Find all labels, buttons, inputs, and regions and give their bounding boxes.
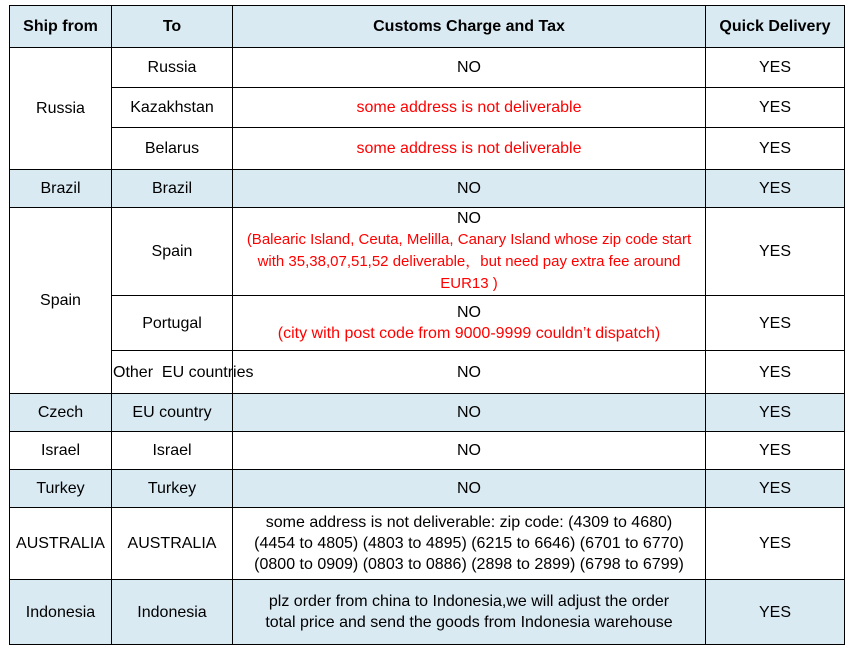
destination-cell: AUSTRALIA <box>112 508 233 580</box>
header-to: To <box>112 6 233 48</box>
quick-delivery-cell: YES <box>706 470 845 508</box>
destination-cell: Indonesia <box>112 580 233 645</box>
destination-cell: Spain <box>112 208 233 296</box>
customs-note: (city with post code from 9000-9999 couldn’t dispatch) <box>277 325 661 342</box>
quick-delivery-cell: YES <box>706 580 845 645</box>
table-row <box>10 351 845 394</box>
customs-cell: some address is not deliverable <box>233 128 706 170</box>
ship-from-cell: Turkey <box>10 470 112 508</box>
customs-note: (Balearic Island, Ceuta, Melilla, Canary Island whose zip code start with 35,38,07,51,52 deliverable，but need pay extra fee around EUR13 ) <box>246 231 692 292</box>
ship-from-cell: Indonesia <box>10 580 112 645</box>
customs-cell: NO <box>233 170 706 208</box>
quick-delivery-cell: YES <box>706 208 845 296</box>
customs-cell: NO <box>233 432 706 470</box>
customs-cell: NO <box>233 394 706 432</box>
destination-cell: Belarus <box>112 128 233 170</box>
table-row <box>10 296 845 351</box>
header-customs: Customs Charge and Tax <box>233 6 706 48</box>
table-row <box>10 580 845 645</box>
customs-cell <box>233 208 706 296</box>
header-ship-from: Ship from <box>10 6 112 48</box>
table-row <box>10 208 845 296</box>
quick-delivery-cell: YES <box>706 351 845 394</box>
quick-delivery-cell: YES <box>706 296 845 351</box>
destination-cell: Portugal <box>112 296 233 351</box>
table-row <box>10 394 845 432</box>
table-row <box>10 48 845 88</box>
customs-value: NO <box>457 304 481 321</box>
destination-cell: Kazakhstan <box>112 88 233 128</box>
destination-cell: Other EU countries <box>112 351 233 394</box>
customs-cell: NO <box>233 48 706 88</box>
customs-cell: some address is not deliverable <box>233 88 706 128</box>
ship-from-cell: Israel <box>10 432 112 470</box>
destination-cell: Israel <box>112 432 233 470</box>
table-row <box>10 128 845 170</box>
customs-cell <box>233 296 706 351</box>
destination-cell: Turkey <box>112 470 233 508</box>
quick-delivery-cell: YES <box>706 170 845 208</box>
destination-cell: EU country <box>112 394 233 432</box>
customs-cell: some address is not deliverable: zip code: (4309 to 4680) (4454 to 4805) (4803 to 4895) (6215 to 6646) (6701 to 6770) (0800 to 0909) (0803 to 0886) (2898 to 2899) (6798 to 6799) <box>233 508 706 580</box>
ship-from-cell: Brazil <box>10 170 112 208</box>
header-quick-delivery: Quick Delivery <box>706 6 845 48</box>
ship-from-cell: Spain <box>10 208 112 394</box>
quick-delivery-cell: YES <box>706 508 845 580</box>
header-row <box>10 6 845 48</box>
ship-from-cell: Russia <box>10 48 112 170</box>
table-row <box>10 88 845 128</box>
destination-cell: Russia <box>112 48 233 88</box>
ship-from-cell: Czech <box>10 394 112 432</box>
quick-delivery-cell: YES <box>706 48 845 88</box>
customs-cell: NO <box>233 470 706 508</box>
destination-cell: Brazil <box>112 170 233 208</box>
table-row <box>10 470 845 508</box>
table-row <box>10 170 845 208</box>
quick-delivery-cell: YES <box>706 128 845 170</box>
ship-from-cell: AUSTRALIA <box>10 508 112 580</box>
table-row <box>10 432 845 470</box>
customs-cell: plz order from china to Indonesia,we will adjust the order total price and send the goods from Indonesia warehouse <box>233 580 706 645</box>
quick-delivery-cell: YES <box>706 432 845 470</box>
customs-cell: NO <box>233 351 706 394</box>
shipping-table <box>9 5 845 645</box>
customs-value: NO <box>457 210 481 227</box>
quick-delivery-cell: YES <box>706 394 845 432</box>
table-row <box>10 508 845 580</box>
quick-delivery-cell: YES <box>706 88 845 128</box>
